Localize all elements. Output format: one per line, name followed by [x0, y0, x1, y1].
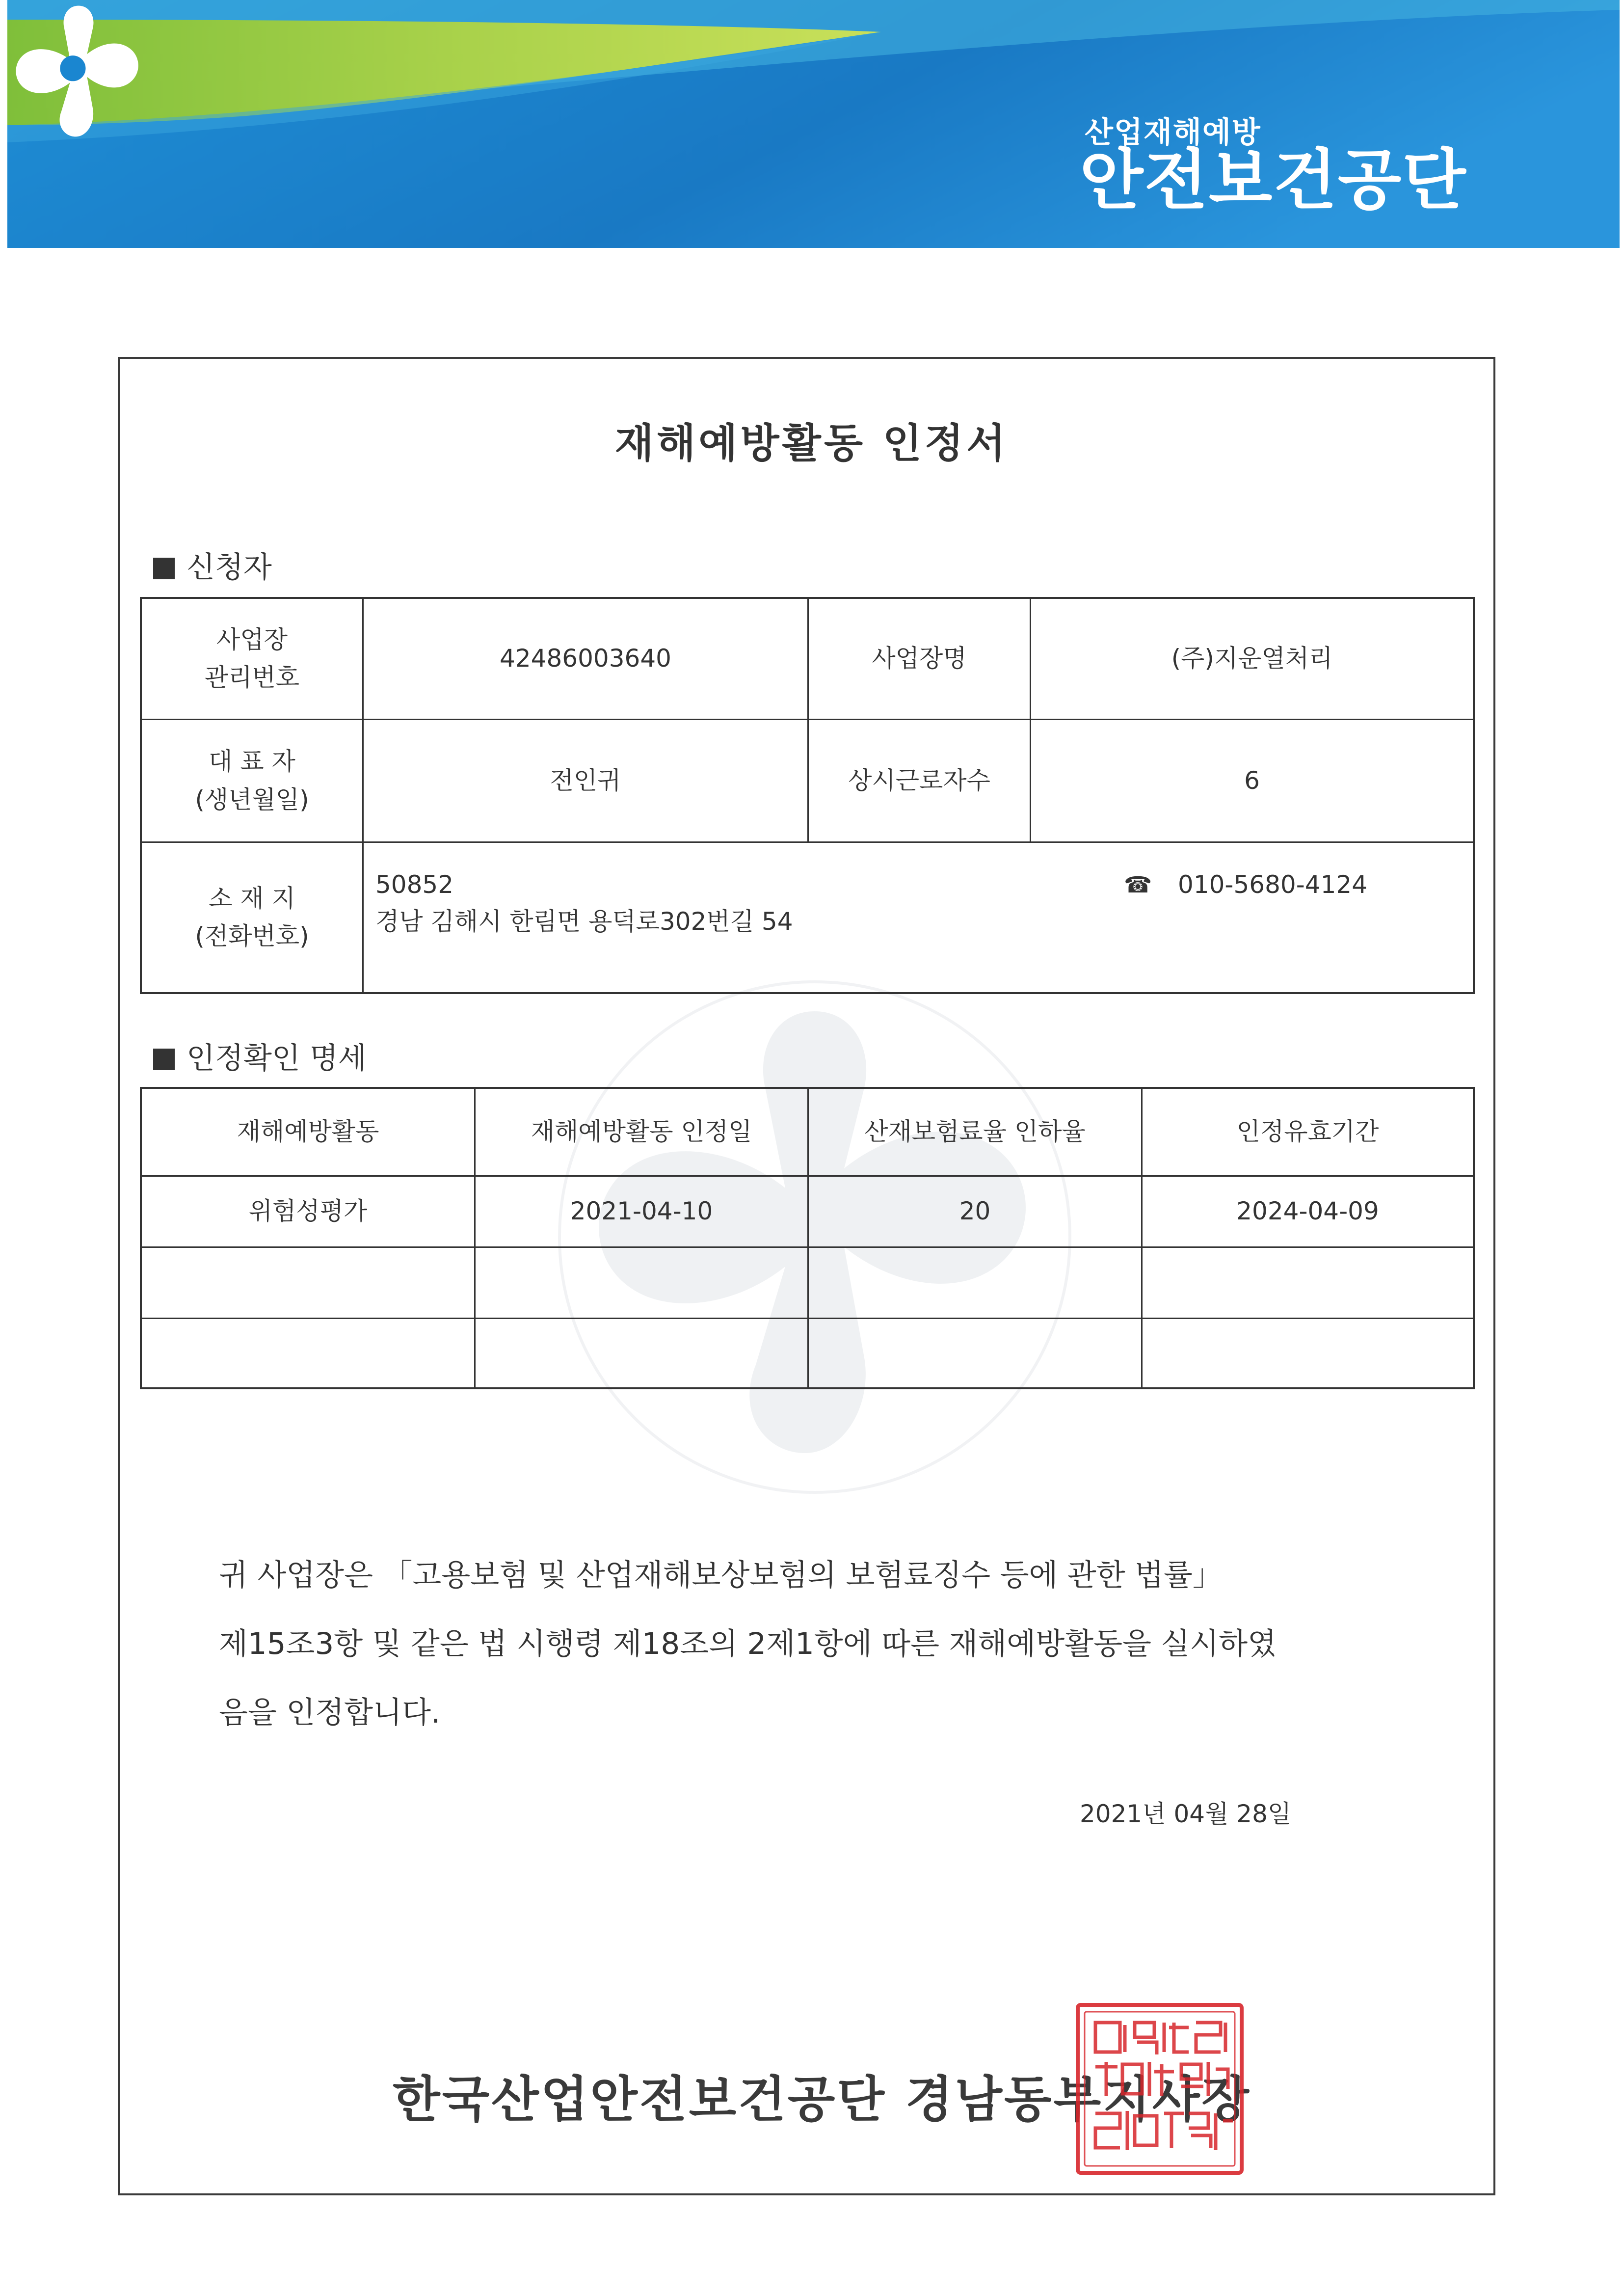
header-activity: 재해예방활동 — [237, 1117, 379, 1146]
statement-line-1: 귀 사업장은 「고용보험 및 산업재해보상보험의 보험료징수 등에 관한 법률」 — [219, 1558, 1223, 1593]
header-recognition-date: 재해예방활동 인정일 — [531, 1117, 752, 1146]
header-rate-reduction: 산재보험료율 인하율 — [864, 1117, 1086, 1146]
table-cell — [1143, 1248, 1473, 1318]
biz-name-label: 사업장명 — [872, 644, 967, 673]
issue-date: 2021년 04월 28일 — [1080, 1800, 1292, 1828]
representative-value: 전인귀 — [550, 766, 621, 795]
table-cell — [1143, 1319, 1473, 1387]
org-name: 안전보건공단 — [1080, 142, 1467, 218]
issuer-name: 한국산업안전보건공단 경남동부지사장 — [393, 2071, 1251, 2128]
header-banner — [7, 0, 1620, 248]
mgmt-no-label: 사업장 관리번호 — [204, 625, 300, 692]
postal-code: 50852 — [375, 870, 454, 899]
section-applicant-label: 신청자 — [186, 550, 272, 585]
table-cell: 2024-04-09 — [1236, 1197, 1379, 1226]
official-seal-stamp — [1076, 2003, 1244, 2175]
table-cell: 위험성평가 — [248, 1197, 368, 1226]
org-subtitle: 산업재해예방 — [1085, 115, 1261, 150]
square-bullet-icon — [153, 1049, 175, 1070]
address-value: 경남 김해시 한림면 용덕로302번길 54 — [375, 907, 793, 936]
table-cell — [476, 1319, 807, 1387]
table-cell — [142, 1248, 474, 1318]
table-cell — [476, 1248, 807, 1318]
biz-name-value: (주)지운열처리 — [1171, 644, 1333, 673]
section-details-label: 인정확인 명세 — [186, 1041, 367, 1076]
square-bullet-icon — [153, 558, 175, 579]
phone-icon: ☎ — [1124, 871, 1152, 898]
kosha-logo-icon — [7, 0, 150, 142]
table-cell — [809, 1319, 1141, 1387]
mgmt-no-value: 42486003640 — [500, 644, 671, 673]
table-cell: 20 — [959, 1197, 991, 1226]
statement-line-3: 음을 인정합니다. — [219, 1695, 441, 1730]
header-valid-until: 인정유효기간 — [1236, 1117, 1379, 1146]
table-cell — [142, 1319, 474, 1387]
phone-value: 010-5680-4124 — [1178, 870, 1368, 899]
section-details-heading — [153, 1035, 367, 1077]
section-applicant-heading — [153, 544, 272, 586]
address-label: 소 재 지 (전화번호) — [195, 884, 309, 950]
representative-label: 대 표 자 (생년월일) — [195, 747, 309, 814]
table-cell: 2021-04-10 — [570, 1197, 713, 1226]
table-cell — [809, 1248, 1141, 1318]
workers-label: 상시근로자수 — [848, 766, 990, 795]
statement-line-2: 제15조3항 및 같은 법 시행령 제18조의 2제1항에 따른 재해예방활동을 실시하였 — [219, 1626, 1277, 1661]
document-title: 재해예방활동 인정서 — [614, 420, 1009, 467]
workers-value: 6 — [1244, 766, 1260, 795]
